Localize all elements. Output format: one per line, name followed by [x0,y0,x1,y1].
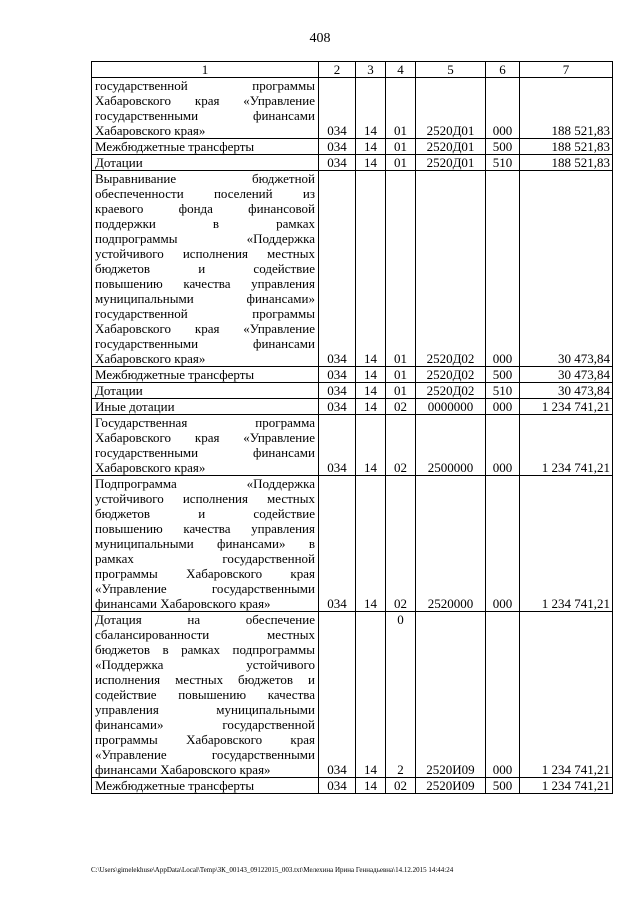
description-line: повышению качества управления [95,521,315,536]
target-article-code: 2520Д01 [416,155,486,171]
subsection-code-part: 2 [397,762,404,777]
description-line: государственными финансами [95,445,315,460]
description-line: программы Хабаровского края [95,732,315,747]
column-header: 4 [386,62,416,78]
description-line: бюджетов и содействие [95,261,315,276]
subsection-code: 02 [386,399,416,415]
row-description [92,139,319,155]
target-article-code: 0000000 [416,399,486,415]
section-code: 14 [356,78,386,139]
expense-type-code: 510 [486,383,520,399]
subsection-code: 02 [386,778,416,794]
description-line: Хабаровского края «Управление [95,430,315,445]
amount: 1 234 741,21 [520,476,613,612]
table-row [92,78,613,139]
description-line: устойчивого исполнения местных [95,246,315,261]
description-line: финансами» государственной [95,717,315,732]
description-line: Межбюджетные трансферты [95,367,255,382]
description-line: государственными финансами [95,108,315,123]
expense-type-code: 500 [486,139,520,155]
description-line: устойчивого исполнения местных [95,491,315,506]
expense-type-code: 000 [486,415,520,476]
section-code: 14 [356,778,386,794]
expense-type-code: 500 [486,778,520,794]
table-row [92,171,613,367]
amount: 30 473,84 [520,367,613,383]
description-line: Межбюджетные трансферты [95,778,255,793]
description-line: финансами Хабаровского края» [95,596,271,611]
description-line: Межбюджетные трансферты [95,139,255,154]
target-article-code: 2520Д01 [416,139,486,155]
description-line: государственной программы [95,306,315,321]
table-row [92,612,613,778]
description-line: Дотации [95,155,143,170]
description-line: поддержки в рамках [95,216,315,231]
row-description [92,778,319,794]
description-line: муниципальными финансами» [95,291,315,306]
expense-type-code: 500 [486,367,520,383]
description-line: государственной программы [95,78,315,93]
description-line: краевого фонда финансовой [95,201,315,216]
amount: 1 234 741,21 [520,399,613,415]
target-article-code: 2520И09 [416,612,486,778]
budget-table [91,61,613,794]
description-line: Выравнивание бюджетной [95,171,315,186]
column-header: 7 [520,62,613,78]
main-admin-code: 034 [319,383,356,399]
description-line: Государственная программа [95,415,315,430]
description-line: сбалансированности местных [95,627,315,642]
description-line: Хабаровского края» [95,123,206,138]
description-line: Хабаровского края» [95,351,206,366]
description-line: Дотации [95,383,143,398]
main-admin-code: 034 [319,155,356,171]
table-row [92,383,613,399]
description-line: Иные дотации [95,399,175,414]
subsection-code: 01 [386,155,416,171]
footer-file-path: C:\Users\gimelekhuse\AppData\Local\Temp\ЗК_00143_09122015_003.txt\Мелехина Ирина Геннадьевна\14.12.2015 14:44:24 [91,866,454,874]
main-admin-code: 034 [319,476,356,612]
description-line: финансами Хабаровского края» [95,762,271,777]
main-admin-code: 034 [319,612,356,778]
main-admin-code: 034 [319,171,356,367]
description-line: «Управление государственными [95,747,315,762]
page-number: 408 [309,31,331,46]
table-row [92,139,613,155]
description-line: «Управление государственными [95,581,315,596]
expense-type-code: 000 [486,78,520,139]
table-row [92,155,613,171]
main-admin-code: 034 [319,415,356,476]
main-admin-code: 034 [319,78,356,139]
column-header: 2 [319,62,356,78]
description-line: Хабаровского края «Управление [95,93,315,108]
row-description [92,78,319,139]
description-line: управления муниципальными [95,702,315,717]
description-line: исполнения местных бюджетов и [95,672,315,687]
description-line: Хабаровского края «Управление [95,321,315,336]
target-article-code: 2520Д02 [416,367,486,383]
subsection-code-part: 0 [397,612,404,627]
subsection-code [386,612,416,778]
section-code: 14 [356,399,386,415]
column-header: 1 [92,62,319,78]
table-row [92,476,613,612]
section-code: 14 [356,171,386,367]
description-line: Хабаровского края» [95,460,206,475]
section-code: 14 [356,383,386,399]
table-row [92,415,613,476]
subsection-code: 01 [386,78,416,139]
description-line: повышению качества управления [95,276,315,291]
section-code: 14 [356,415,386,476]
amount: 1 234 741,21 [520,612,613,778]
amount: 188 521,83 [520,78,613,139]
description-line: бюджетов в рамках подпрограммы [95,642,315,657]
subsection-code: 01 [386,383,416,399]
row-description [92,171,319,367]
expense-type-code: 000 [486,171,520,367]
amount: 30 473,84 [520,171,613,367]
amount: 1 234 741,21 [520,415,613,476]
expense-type-code: 000 [486,476,520,612]
description-line: обеспеченности поселений из [95,186,315,201]
amount: 188 521,83 [520,155,613,171]
description-line: бюджетов и содействие [95,506,315,521]
subsection-code: 01 [386,171,416,367]
description-line: Дотация на обеспечение [95,612,315,627]
section-code: 14 [356,155,386,171]
section-code: 14 [356,367,386,383]
row-description [92,383,319,399]
description-line: Подпрограмма «Поддержка [95,476,315,491]
row-description [92,476,319,612]
main-admin-code: 034 [319,399,356,415]
section-code: 14 [356,612,386,778]
row-description [92,367,319,383]
table-row [92,778,613,794]
subsection-code: 02 [386,415,416,476]
row-description [92,415,319,476]
description-line: рамках государственной [95,551,315,566]
column-header: 5 [416,62,486,78]
description-line: программы Хабаровского края [95,566,315,581]
section-code: 14 [356,476,386,612]
description-line: муниципальными финансами» в [95,536,315,551]
subsection-code: 01 [386,367,416,383]
amount: 188 521,83 [520,139,613,155]
description-line: государственными финансами [95,336,315,351]
header-row [92,62,613,78]
main-admin-code: 034 [319,367,356,383]
table-row [92,399,613,415]
section-code: 14 [356,139,386,155]
target-article-code: 2500000 [416,415,486,476]
target-article-code: 2520Д02 [416,383,486,399]
description-line: «Поддержка устойчивого [95,657,315,672]
target-article-code: 2520И09 [416,778,486,794]
table-row [92,367,613,383]
expense-type-code: 000 [486,612,520,778]
column-header: 6 [486,62,520,78]
row-description [92,612,319,778]
target-article-code: 2520000 [416,476,486,612]
amount: 30 473,84 [520,383,613,399]
subsection-code: 01 [386,139,416,155]
target-article-code: 2520Д02 [416,171,486,367]
subsection-code: 02 [386,476,416,612]
column-header: 3 [356,62,386,78]
amount: 1 234 741,21 [520,778,613,794]
row-description [92,155,319,171]
description-line: подпрограммы «Поддержка [95,231,315,246]
row-description [92,399,319,415]
description-line: содействие повышению качества [95,687,315,702]
main-admin-code: 034 [319,139,356,155]
expense-type-code: 000 [486,399,520,415]
expense-type-code: 510 [486,155,520,171]
target-article-code: 2520Д01 [416,78,486,139]
main-admin-code: 034 [319,778,356,794]
